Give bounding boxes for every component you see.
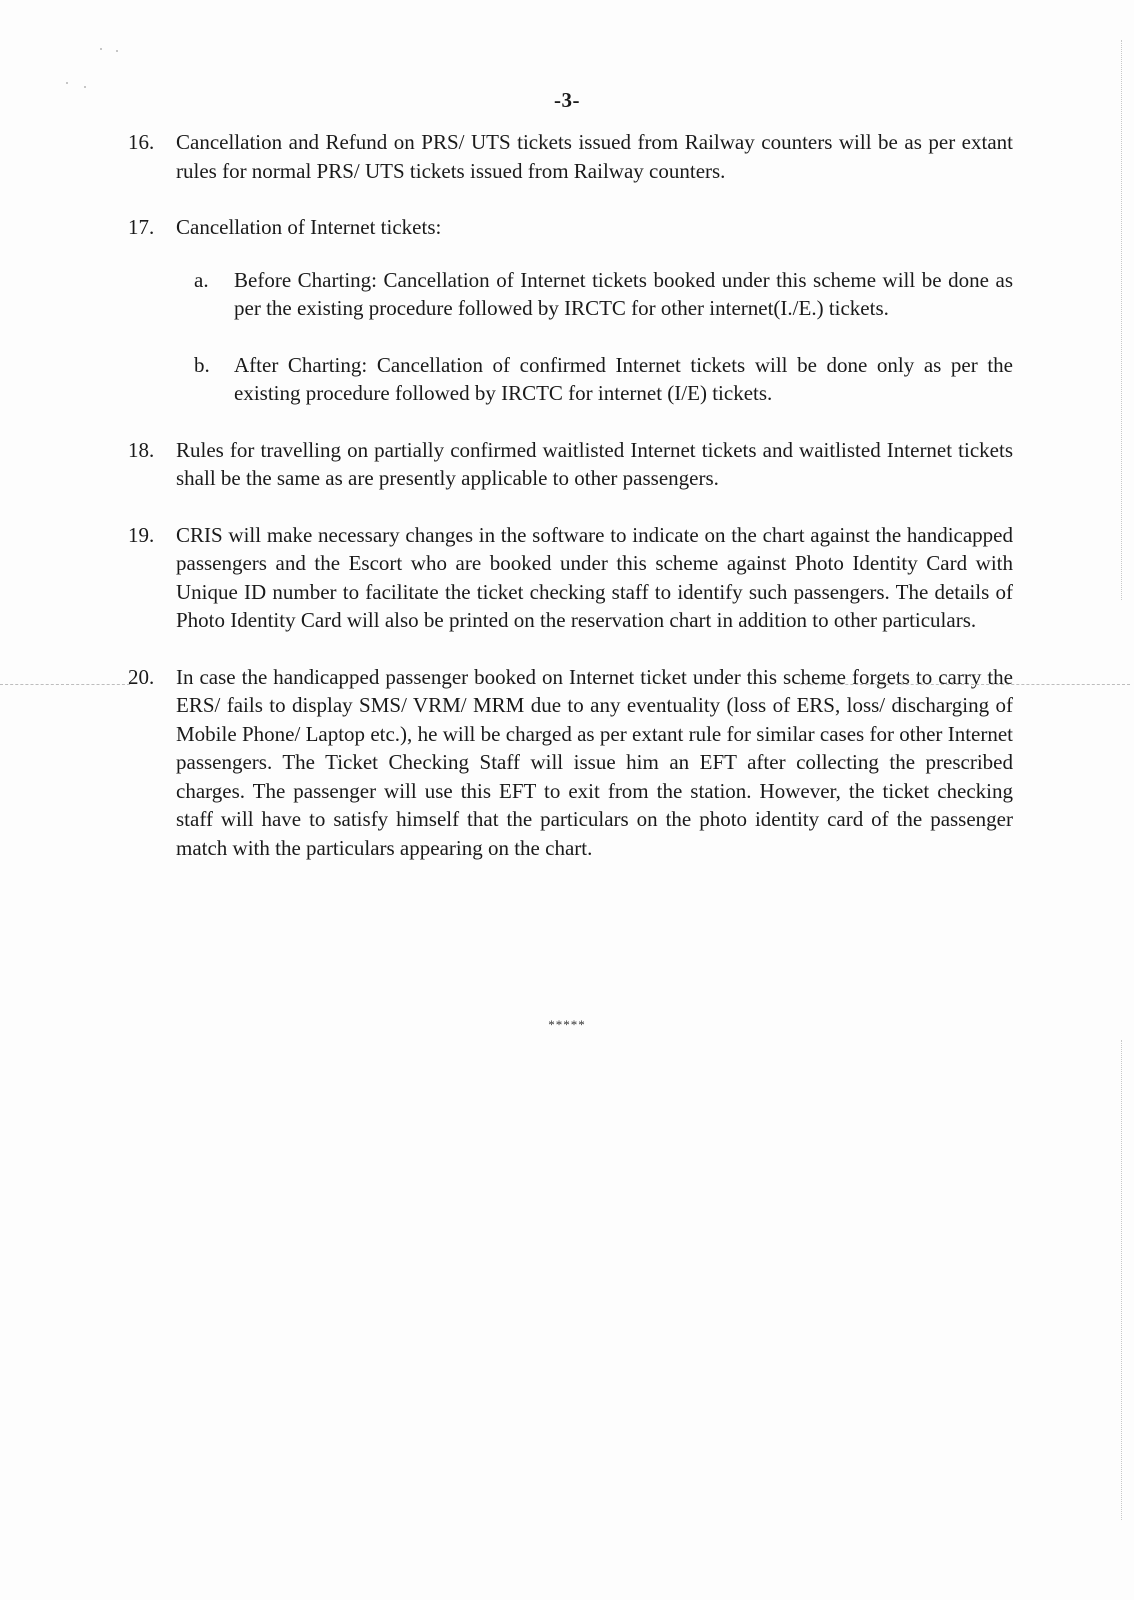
scan-fold-line [800, 684, 1130, 685]
clause-number: 18. [128, 437, 155, 462]
scan-edge-line [1121, 1040, 1122, 1520]
scan-edge-line [1121, 40, 1122, 600]
document-body [128, 128, 1013, 890]
clause-19 [128, 521, 1013, 635]
clause-text: Cancellation of Internet tickets: [176, 215, 442, 239]
subclause-number: a. [194, 267, 209, 292]
clause-16 [128, 128, 1013, 185]
scan-speck [116, 50, 118, 52]
scan-speck [66, 82, 68, 84]
subclause-text: After Charting: Cancellation of confirmed Internet tickets will be done only as per the existing procedure followed by IRCTC for internet (I/E) tickets. [234, 352, 1013, 405]
end-of-document-mark: ***** [548, 1017, 586, 1032]
clause-17a [128, 266, 1013, 323]
clause-number: 17. [128, 215, 155, 239]
clause-number: 16. [128, 130, 155, 154]
scan-fold-line [0, 684, 130, 685]
clause-18 [128, 436, 1013, 493]
scan-speck [100, 48, 102, 50]
clause-text: Rules for travelling on partially confirmed waitlisted Internet tickets and waitlisted Internet tickets shall be the same as are presently applicable to other passengers. [176, 437, 1013, 490]
clause-17 [128, 213, 1013, 242]
clause-20 [128, 663, 1013, 863]
clause-number: 19. [128, 522, 155, 547]
subclause-number: b. [194, 352, 210, 377]
clause-text: In case the handicapped passenger booked on Internet ticket under this scheme forgets to carry the ERS/ fails to display SMS/ VRM/ MRM due to any eventuality (loss of ERS, loss/ discharging of Mobile Phone/ Laptop etc.), he will be charged as per extant rule for similar cases for other Internet passengers. The Ticket Checking Staff will issue him an EFT after collecting the prescribed charges. The passenger will use this EFT to exit from the station. However, the ticket checking staff will have to satisfy himself that the particulars on the photo identity card of the passenger match with the particulars appearing on the chart. [176, 664, 1013, 860]
clause-text: Cancellation and Refund on PRS/ UTS tickets issued from Railway counters will be as per extant rules for normal PRS/ UTS tickets issued from Railway counters. [176, 130, 1013, 183]
page-number: -3- [554, 88, 580, 112]
subclause-text: Before Charting: Cancellation of Internet tickets booked under this scheme will be done as per the existing procedure followed by IRCTC for other internet(I./E.) tickets. [234, 267, 1013, 320]
clause-number: 20. [128, 664, 155, 689]
clause-text: CRIS will make necessary changes in the software to indicate on the chart against the handicapped passengers and the Escort who are booked under this scheme against Photo Identity Card with Unique ID number to facilitate the ticket checking staff to identify such passengers. The details of Photo Identity Card will also be printed on the reservation chart in addition to other particulars. [176, 522, 1013, 632]
clause-17b [128, 351, 1013, 408]
